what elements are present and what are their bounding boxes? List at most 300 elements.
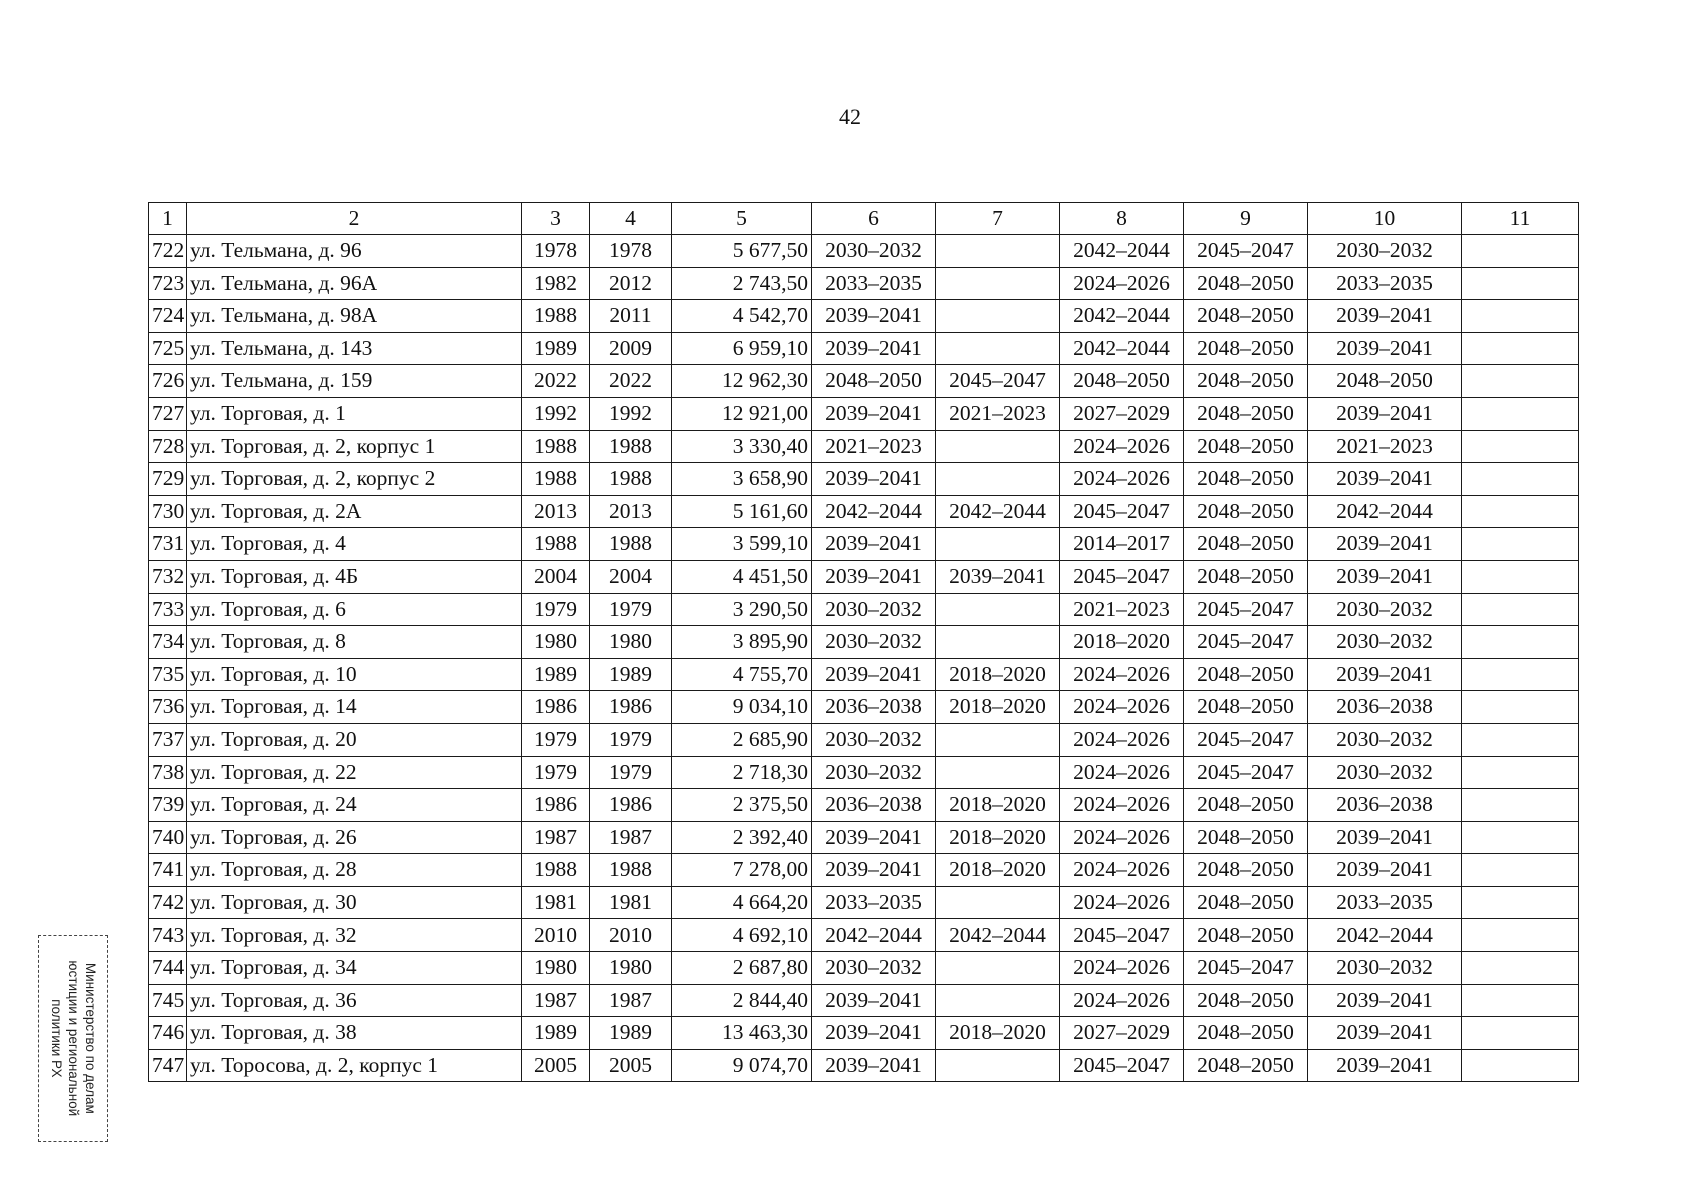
period-col-6-cell: 2048–2050 — [812, 365, 936, 398]
col-11-cell — [1462, 886, 1579, 919]
table-row — [149, 952, 1579, 985]
area-cell: 3 290,50 — [672, 593, 812, 626]
col-11-cell — [1462, 365, 1579, 398]
reconstruction-year-cell: 1979 — [590, 756, 672, 789]
col-11-cell — [1462, 495, 1579, 528]
area-cell: 4 755,70 — [672, 658, 812, 691]
period-col-10-cell: 2036–2038 — [1308, 789, 1462, 822]
row-number-cell: 724 — [149, 300, 187, 333]
row-number-cell: 742 — [149, 886, 187, 919]
col-11-cell — [1462, 1017, 1579, 1050]
address-cell: ул. Тельмана, д. 96А — [187, 267, 522, 300]
row-number-cell: 723 — [149, 267, 187, 300]
period-col-9-cell: 2048–2050 — [1184, 528, 1308, 561]
col-11-cell — [1462, 789, 1579, 822]
row-number-cell: 741 — [149, 854, 187, 887]
reconstruction-year-cell: 1978 — [590, 235, 672, 268]
period-col-9-cell: 2048–2050 — [1184, 463, 1308, 496]
row-number-cell: 730 — [149, 495, 187, 528]
period-col-9-cell: 2045–2047 — [1184, 593, 1308, 626]
address-cell: ул. Торговая, д. 4Б — [187, 560, 522, 593]
table-row — [149, 691, 1579, 724]
table-row — [149, 593, 1579, 626]
period-col-6-cell: 2039–2041 — [812, 463, 936, 496]
address-cell: ул. Тельмана, д. 143 — [187, 332, 522, 365]
period-col-9-cell: 2048–2050 — [1184, 430, 1308, 463]
period-col-9-cell: 2045–2047 — [1184, 626, 1308, 659]
period-col-8-cell: 2024–2026 — [1060, 789, 1184, 822]
row-number-cell: 727 — [149, 397, 187, 430]
period-col-9-cell: 2048–2050 — [1184, 854, 1308, 887]
row-number-cell: 731 — [149, 528, 187, 561]
build-year-cell: 2004 — [522, 560, 590, 593]
period-col-7-cell — [936, 756, 1060, 789]
address-cell: ул. Торговая, д. 26 — [187, 821, 522, 854]
col-header-1: 1 — [149, 203, 187, 235]
reconstruction-year-cell: 1988 — [590, 463, 672, 496]
period-col-10-cell: 2048–2050 — [1308, 365, 1462, 398]
build-year-cell: 2013 — [522, 495, 590, 528]
build-year-cell: 1980 — [522, 952, 590, 985]
table-row — [149, 626, 1579, 659]
period-col-9-cell: 2048–2050 — [1184, 984, 1308, 1017]
table-row — [149, 756, 1579, 789]
period-col-8-cell: 2045–2047 — [1060, 1049, 1184, 1082]
build-year-cell: 1978 — [522, 235, 590, 268]
area-cell: 4 451,50 — [672, 560, 812, 593]
address-cell: ул. Торговая, д. 1 — [187, 397, 522, 430]
period-col-6-cell: 2033–2035 — [812, 886, 936, 919]
address-cell: ул. Тельмана, д. 98А — [187, 300, 522, 333]
area-cell: 12 962,30 — [672, 365, 812, 398]
area-cell: 4 664,20 — [672, 886, 812, 919]
period-col-9-cell: 2048–2050 — [1184, 789, 1308, 822]
address-cell: ул. Торговая, д. 32 — [187, 919, 522, 952]
col-header-11: 11 — [1462, 203, 1579, 235]
stamp-line-1: Министерство по делам — [83, 963, 99, 1114]
table-row — [149, 300, 1579, 333]
period-col-10-cell: 2039–2041 — [1308, 984, 1462, 1017]
row-number-cell: 734 — [149, 626, 187, 659]
address-cell: ул. Торговая, д. 38 — [187, 1017, 522, 1050]
build-year-cell: 2010 — [522, 919, 590, 952]
table-body — [149, 235, 1579, 1082]
period-col-10-cell: 2030–2032 — [1308, 626, 1462, 659]
col-header-10: 10 — [1308, 203, 1462, 235]
build-year-cell: 1981 — [522, 886, 590, 919]
reconstruction-year-cell: 1987 — [590, 984, 672, 1017]
reconstruction-year-cell: 2013 — [590, 495, 672, 528]
period-col-8-cell: 2045–2047 — [1060, 495, 1184, 528]
period-col-9-cell: 2048–2050 — [1184, 495, 1308, 528]
build-year-cell: 1987 — [522, 821, 590, 854]
col-11-cell — [1462, 560, 1579, 593]
row-number-cell: 736 — [149, 691, 187, 724]
area-cell: 2 685,90 — [672, 723, 812, 756]
row-number-cell: 747 — [149, 1049, 187, 1082]
period-col-8-cell: 2024–2026 — [1060, 430, 1184, 463]
build-year-cell: 1988 — [522, 430, 590, 463]
period-col-8-cell: 2027–2029 — [1060, 1017, 1184, 1050]
address-cell: ул. Торосова, д. 2, корпус 1 — [187, 1049, 522, 1082]
period-col-7-cell — [936, 332, 1060, 365]
table-row — [149, 430, 1579, 463]
build-year-cell: 1987 — [522, 984, 590, 1017]
period-col-8-cell: 2024–2026 — [1060, 886, 1184, 919]
period-col-9-cell: 2045–2047 — [1184, 952, 1308, 985]
table-row — [149, 789, 1579, 822]
period-col-6-cell: 2033–2035 — [812, 267, 936, 300]
address-cell: ул. Торговая, д. 2, корпус 2 — [187, 463, 522, 496]
col-header-4: 4 — [590, 203, 672, 235]
period-col-10-cell: 2033–2035 — [1308, 267, 1462, 300]
area-cell: 12 921,00 — [672, 397, 812, 430]
row-number-cell: 726 — [149, 365, 187, 398]
row-number-cell: 728 — [149, 430, 187, 463]
period-col-9-cell: 2048–2050 — [1184, 560, 1308, 593]
area-cell: 3 658,90 — [672, 463, 812, 496]
period-col-10-cell: 2039–2041 — [1308, 300, 1462, 333]
period-col-10-cell: 2042–2044 — [1308, 919, 1462, 952]
period-col-6-cell: 2039–2041 — [812, 397, 936, 430]
area-cell: 4 542,70 — [672, 300, 812, 333]
period-col-7-cell — [936, 984, 1060, 1017]
period-col-10-cell: 2039–2041 — [1308, 821, 1462, 854]
period-col-7-cell — [936, 267, 1060, 300]
address-cell: ул. Торговая, д. 34 — [187, 952, 522, 985]
period-col-10-cell: 2030–2032 — [1308, 593, 1462, 626]
area-cell: 3 895,90 — [672, 626, 812, 659]
period-col-6-cell: 2042–2044 — [812, 919, 936, 952]
period-col-8-cell: 2024–2026 — [1060, 984, 1184, 1017]
period-col-9-cell: 2048–2050 — [1184, 691, 1308, 724]
period-col-9-cell: 2048–2050 — [1184, 1049, 1308, 1082]
reconstruction-year-cell: 1989 — [590, 658, 672, 691]
table-row — [149, 560, 1579, 593]
period-col-8-cell: 2024–2026 — [1060, 756, 1184, 789]
reconstruction-year-cell: 2010 — [590, 919, 672, 952]
area-cell: 3 330,40 — [672, 430, 812, 463]
address-cell: ул. Торговая, д. 22 — [187, 756, 522, 789]
row-number-cell: 738 — [149, 756, 187, 789]
col-11-cell — [1462, 952, 1579, 985]
period-col-6-cell: 2030–2032 — [812, 723, 936, 756]
reconstruction-year-cell: 1980 — [590, 952, 672, 985]
period-col-7-cell — [936, 626, 1060, 659]
period-col-6-cell: 2039–2041 — [812, 528, 936, 561]
col-11-cell — [1462, 332, 1579, 365]
col-11-cell — [1462, 267, 1579, 300]
period-col-8-cell: 2024–2026 — [1060, 821, 1184, 854]
table-row — [149, 235, 1579, 268]
period-col-6-cell: 2030–2032 — [812, 235, 936, 268]
period-col-6-cell: 2030–2032 — [812, 593, 936, 626]
reconstruction-year-cell: 2005 — [590, 1049, 672, 1082]
area-cell: 2 743,50 — [672, 267, 812, 300]
reconstruction-year-cell: 1979 — [590, 723, 672, 756]
col-header-7: 7 — [936, 203, 1060, 235]
col-11-cell — [1462, 397, 1579, 430]
reconstruction-year-cell: 2012 — [590, 267, 672, 300]
period-col-8-cell: 2024–2026 — [1060, 658, 1184, 691]
table-row — [149, 854, 1579, 887]
row-number-cell: 735 — [149, 658, 187, 691]
build-year-cell: 1986 — [522, 789, 590, 822]
period-col-10-cell: 2039–2041 — [1308, 397, 1462, 430]
period-col-6-cell: 2039–2041 — [812, 984, 936, 1017]
period-col-9-cell: 2045–2047 — [1184, 756, 1308, 789]
period-col-10-cell: 2039–2041 — [1308, 1049, 1462, 1082]
col-11-cell — [1462, 1049, 1579, 1082]
reconstruction-year-cell: 2011 — [590, 300, 672, 333]
page-number: 42 — [839, 104, 861, 129]
table-row — [149, 495, 1579, 528]
col-header-9: 9 — [1184, 203, 1308, 235]
row-number-cell: 722 — [149, 235, 187, 268]
period-col-9-cell: 2048–2050 — [1184, 886, 1308, 919]
build-year-cell: 1989 — [522, 658, 590, 691]
header-row — [149, 203, 1579, 235]
col-11-cell — [1462, 984, 1579, 1017]
build-year-cell: 1979 — [522, 723, 590, 756]
address-cell: ул. Торговая, д. 14 — [187, 691, 522, 724]
period-col-8-cell: 2024–2026 — [1060, 691, 1184, 724]
build-year-cell: 1992 — [522, 397, 590, 430]
period-col-9-cell: 2048–2050 — [1184, 300, 1308, 333]
period-col-8-cell: 2014–2017 — [1060, 528, 1184, 561]
period-col-9-cell: 2045–2047 — [1184, 235, 1308, 268]
period-col-10-cell: 2030–2032 — [1308, 756, 1462, 789]
period-col-9-cell: 2048–2050 — [1184, 397, 1308, 430]
period-col-6-cell: 2030–2032 — [812, 626, 936, 659]
build-year-cell: 1979 — [522, 756, 590, 789]
col-header-2: 2 — [187, 203, 522, 235]
area-cell: 9 074,70 — [672, 1049, 812, 1082]
table-row — [149, 397, 1579, 430]
reconstruction-year-cell: 1987 — [590, 821, 672, 854]
table-row — [149, 1017, 1579, 1050]
reconstruction-year-cell: 2009 — [590, 332, 672, 365]
period-col-10-cell: 2039–2041 — [1308, 854, 1462, 887]
period-col-7-cell: 2018–2020 — [936, 658, 1060, 691]
housing-register-table — [148, 202, 1579, 1082]
col-11-cell — [1462, 300, 1579, 333]
period-col-8-cell: 2024–2026 — [1060, 854, 1184, 887]
col-header-8: 8 — [1060, 203, 1184, 235]
area-cell: 9 034,10 — [672, 691, 812, 724]
stamp-text — [48, 961, 99, 1117]
stamp-line-3: политики РХ — [49, 999, 65, 1078]
row-number-cell: 733 — [149, 593, 187, 626]
area-cell: 6 959,10 — [672, 332, 812, 365]
address-cell: ул. Торговая, д. 10 — [187, 658, 522, 691]
period-col-7-cell: 2018–2020 — [936, 691, 1060, 724]
row-number-cell: 732 — [149, 560, 187, 593]
period-col-7-cell: 2018–2020 — [936, 854, 1060, 887]
reconstruction-year-cell: 1988 — [590, 528, 672, 561]
address-cell: ул. Тельмана, д. 159 — [187, 365, 522, 398]
period-col-7-cell — [936, 723, 1060, 756]
period-col-6-cell: 2039–2041 — [812, 854, 936, 887]
table-row — [149, 267, 1579, 300]
period-col-9-cell: 2048–2050 — [1184, 919, 1308, 952]
period-col-9-cell: 2048–2050 — [1184, 332, 1308, 365]
period-col-7-cell — [936, 235, 1060, 268]
table-row — [149, 886, 1579, 919]
period-col-10-cell: 2042–2044 — [1308, 495, 1462, 528]
period-col-8-cell: 2045–2047 — [1060, 560, 1184, 593]
area-cell: 13 463,30 — [672, 1017, 812, 1050]
period-col-10-cell: 2039–2041 — [1308, 560, 1462, 593]
address-cell: ул. Торговая, д. 6 — [187, 593, 522, 626]
period-col-6-cell: 2030–2032 — [812, 952, 936, 985]
area-cell: 2 375,50 — [672, 789, 812, 822]
period-col-7-cell: 2018–2020 — [936, 821, 1060, 854]
period-col-7-cell: 2018–2020 — [936, 789, 1060, 822]
table-row — [149, 658, 1579, 691]
period-col-8-cell: 2024–2026 — [1060, 463, 1184, 496]
area-cell: 2 392,40 — [672, 821, 812, 854]
row-number-cell: 740 — [149, 821, 187, 854]
period-col-8-cell: 2042–2044 — [1060, 235, 1184, 268]
period-col-9-cell: 2045–2047 — [1184, 723, 1308, 756]
period-col-7-cell: 2045–2047 — [936, 365, 1060, 398]
col-11-cell — [1462, 235, 1579, 268]
period-col-10-cell: 2039–2041 — [1308, 332, 1462, 365]
area-cell: 2 718,30 — [672, 756, 812, 789]
address-cell: ул. Торговая, д. 30 — [187, 886, 522, 919]
period-col-8-cell: 2048–2050 — [1060, 365, 1184, 398]
reconstruction-year-cell: 1989 — [590, 1017, 672, 1050]
area-cell: 7 278,00 — [672, 854, 812, 887]
build-year-cell: 1989 — [522, 332, 590, 365]
row-number-cell: 744 — [149, 952, 187, 985]
period-col-6-cell: 2039–2041 — [812, 300, 936, 333]
col-header-3: 3 — [522, 203, 590, 235]
reconstruction-year-cell: 1979 — [590, 593, 672, 626]
period-col-10-cell: 2030–2032 — [1308, 235, 1462, 268]
period-col-7-cell: 2042–2044 — [936, 495, 1060, 528]
period-col-6-cell: 2021–2023 — [812, 430, 936, 463]
build-year-cell: 2022 — [522, 365, 590, 398]
build-year-cell: 1988 — [522, 528, 590, 561]
period-col-7-cell — [936, 952, 1060, 985]
period-col-10-cell: 2030–2032 — [1308, 952, 1462, 985]
address-cell: ул. Торговая, д. 4 — [187, 528, 522, 561]
period-col-7-cell: 2039–2041 — [936, 560, 1060, 593]
build-year-cell: 1979 — [522, 593, 590, 626]
period-col-6-cell: 2030–2032 — [812, 756, 936, 789]
col-11-cell — [1462, 691, 1579, 724]
area-cell: 3 599,10 — [672, 528, 812, 561]
col-11-cell — [1462, 528, 1579, 561]
period-col-9-cell: 2048–2050 — [1184, 658, 1308, 691]
table-row — [149, 723, 1579, 756]
period-col-6-cell: 2039–2041 — [812, 658, 936, 691]
build-year-cell: 1988 — [522, 854, 590, 887]
reconstruction-year-cell: 2022 — [590, 365, 672, 398]
period-col-8-cell: 2018–2020 — [1060, 626, 1184, 659]
reconstruction-year-cell: 2004 — [590, 560, 672, 593]
period-col-7-cell: 2018–2020 — [936, 1017, 1060, 1050]
col-11-cell — [1462, 463, 1579, 496]
row-number-cell: 737 — [149, 723, 187, 756]
col-header-5: 5 — [672, 203, 812, 235]
period-col-9-cell: 2048–2050 — [1184, 1017, 1308, 1050]
period-col-6-cell: 2039–2041 — [812, 821, 936, 854]
period-col-6-cell: 2036–2038 — [812, 789, 936, 822]
address-cell: ул. Торговая, д. 20 — [187, 723, 522, 756]
table-row — [149, 463, 1579, 496]
period-col-8-cell: 2045–2047 — [1060, 919, 1184, 952]
build-year-cell: 1982 — [522, 267, 590, 300]
build-year-cell: 1980 — [522, 626, 590, 659]
reconstruction-year-cell: 1981 — [590, 886, 672, 919]
period-col-8-cell: 2042–2044 — [1060, 300, 1184, 333]
row-number-cell: 729 — [149, 463, 187, 496]
row-number-cell: 745 — [149, 984, 187, 1017]
row-number-cell: 746 — [149, 1017, 187, 1050]
period-col-10-cell: 2036–2038 — [1308, 691, 1462, 724]
table-row — [149, 919, 1579, 952]
col-11-cell — [1462, 658, 1579, 691]
stamp-line-2: юстиции и региональной — [66, 960, 82, 1117]
build-year-cell: 1989 — [522, 1017, 590, 1050]
registration-stamp — [38, 935, 108, 1142]
period-col-8-cell: 2024–2026 — [1060, 952, 1184, 985]
period-col-8-cell: 2027–2029 — [1060, 397, 1184, 430]
period-col-9-cell: 2048–2050 — [1184, 365, 1308, 398]
table-row — [149, 332, 1579, 365]
reconstruction-year-cell: 1986 — [590, 691, 672, 724]
period-col-10-cell: 2039–2041 — [1308, 1017, 1462, 1050]
period-col-7-cell — [936, 430, 1060, 463]
period-col-6-cell: 2039–2041 — [812, 332, 936, 365]
table-row — [149, 984, 1579, 1017]
period-col-10-cell: 2030–2032 — [1308, 723, 1462, 756]
col-11-cell — [1462, 854, 1579, 887]
col-11-cell — [1462, 919, 1579, 952]
area-cell: 5 161,60 — [672, 495, 812, 528]
period-col-7-cell — [936, 463, 1060, 496]
period-col-7-cell: 2042–2044 — [936, 919, 1060, 952]
col-11-cell — [1462, 821, 1579, 854]
col-header-6: 6 — [812, 203, 936, 235]
reconstruction-year-cell: 1986 — [590, 789, 672, 822]
table-row — [149, 821, 1579, 854]
address-cell: ул. Торговая, д. 28 — [187, 854, 522, 887]
period-col-8-cell: 2024–2026 — [1060, 723, 1184, 756]
reconstruction-year-cell: 1992 — [590, 397, 672, 430]
col-11-cell — [1462, 723, 1579, 756]
period-col-8-cell: 2024–2026 — [1060, 267, 1184, 300]
period-col-10-cell: 2039–2041 — [1308, 463, 1462, 496]
period-col-6-cell: 2039–2041 — [812, 560, 936, 593]
period-col-10-cell: 2021–2023 — [1308, 430, 1462, 463]
address-cell: ул. Торговая, д. 36 — [187, 984, 522, 1017]
build-year-cell: 1988 — [522, 463, 590, 496]
period-col-7-cell — [936, 300, 1060, 333]
reconstruction-year-cell: 1980 — [590, 626, 672, 659]
address-cell: ул. Торговая, д. 8 — [187, 626, 522, 659]
period-col-6-cell: 2039–2041 — [812, 1049, 936, 1082]
address-cell: ул. Тельмана, д. 96 — [187, 235, 522, 268]
build-year-cell: 2005 — [522, 1049, 590, 1082]
build-year-cell: 1988 — [522, 300, 590, 333]
reconstruction-year-cell: 1988 — [590, 430, 672, 463]
area-cell: 5 677,50 — [672, 235, 812, 268]
row-number-cell: 743 — [149, 919, 187, 952]
